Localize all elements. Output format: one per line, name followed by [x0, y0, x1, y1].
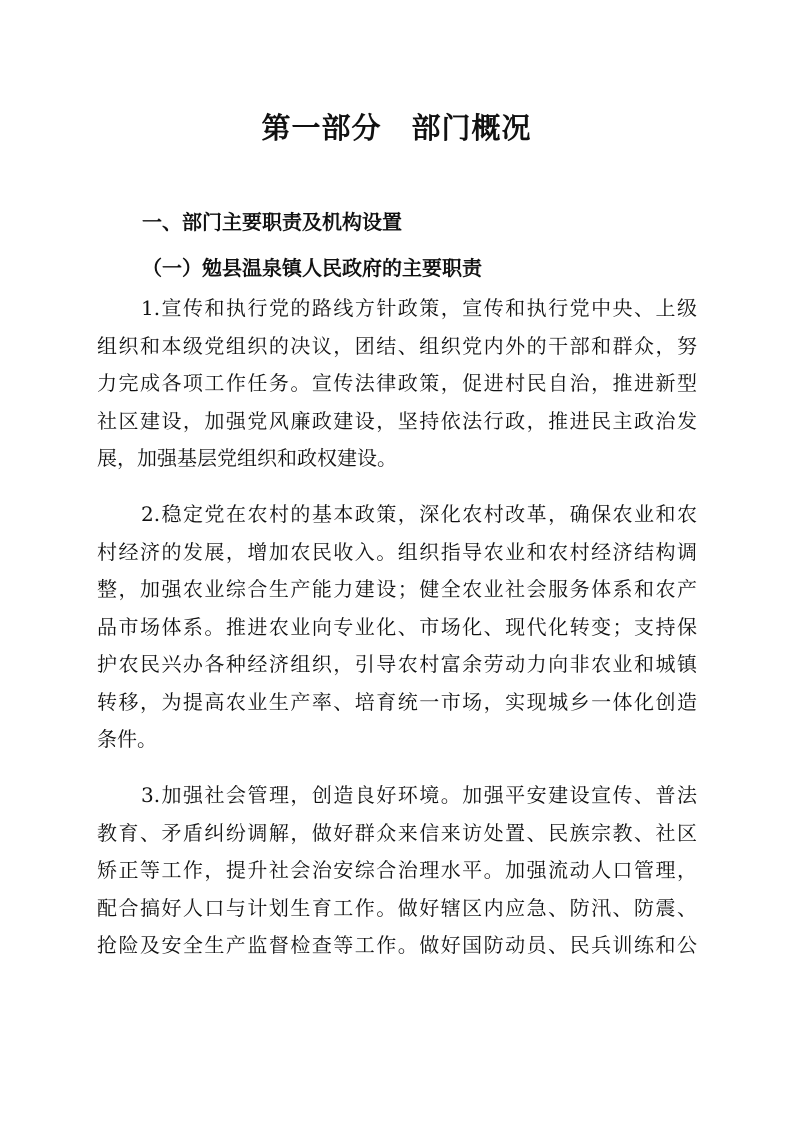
paragraph-1: [97, 290, 697, 478]
paragraph-line: 2.稳定党在农村的基本政策，深化农村改革，确保农业和农: [141, 502, 697, 526]
paragraph-line: 转移，为提高农业生产率、培育统一市场，实现城乡一体化创造: [97, 689, 697, 714]
paragraph-line: 配合搞好人口与计划生育工作。做好辖区内应急、防汛、防震、: [97, 895, 697, 920]
paragraph-3: [97, 777, 697, 965]
page-title: 第一部分 部门概况: [261, 111, 532, 145]
paragraph-line: 条件。: [97, 727, 157, 751]
paragraph-line: 组织和本级党组织的决议，团结、组织党内外的干部和群众，努: [97, 333, 697, 358]
paragraph-line: 力完成各项工作任务。宣传法律政策，促进村民自治，推进新型: [97, 371, 697, 395]
sub-heading: （一）勉县温泉镇人民政府的主要职责: [142, 256, 482, 280]
paragraph-line: 社区建设，加强党风廉政建设，坚持依法行政，推进民主政治发: [97, 408, 697, 433]
paragraph-line: 展，加强基层党组织和政权建设。: [97, 446, 397, 470]
section-heading: 一、部门主要职责及机构设置: [142, 210, 402, 234]
paragraph-line: 村经济的发展，增加农民收入。组织指导农业和农村经济结构调: [97, 539, 697, 564]
paragraph-line: 品市场体系。推进农业向专业化、市场化、现代化转变；支持保: [97, 614, 697, 639]
paragraph-line: 抢险及安全生产监督检查等工作。做好国防动员、民兵训练和公: [97, 933, 697, 957]
paragraph-line: 3.加强社会管理，创造良好环境。加强平安建设宣传、普法: [141, 783, 697, 807]
paragraph-line: 整，加强农业综合生产能力建设；健全农业社会服务体系和农产: [97, 577, 697, 601]
paragraph-line: 教育、矛盾纠纷调解，做好群众来信来访处置、民族宗教、社区: [97, 820, 697, 845]
paragraph-2: [97, 496, 697, 759]
paragraph-line: 1.宣传和执行党的路线方针政策，宣传和执行党中央、上级: [141, 296, 697, 320]
paragraph-line: 矫正等工作，提升社会治安综合治理水平。加强流动人口管理，: [97, 858, 697, 882]
paragraph-line: 护农民兴办各种经济组织，引导农村富余劳动力向非农业和城镇: [97, 652, 697, 676]
